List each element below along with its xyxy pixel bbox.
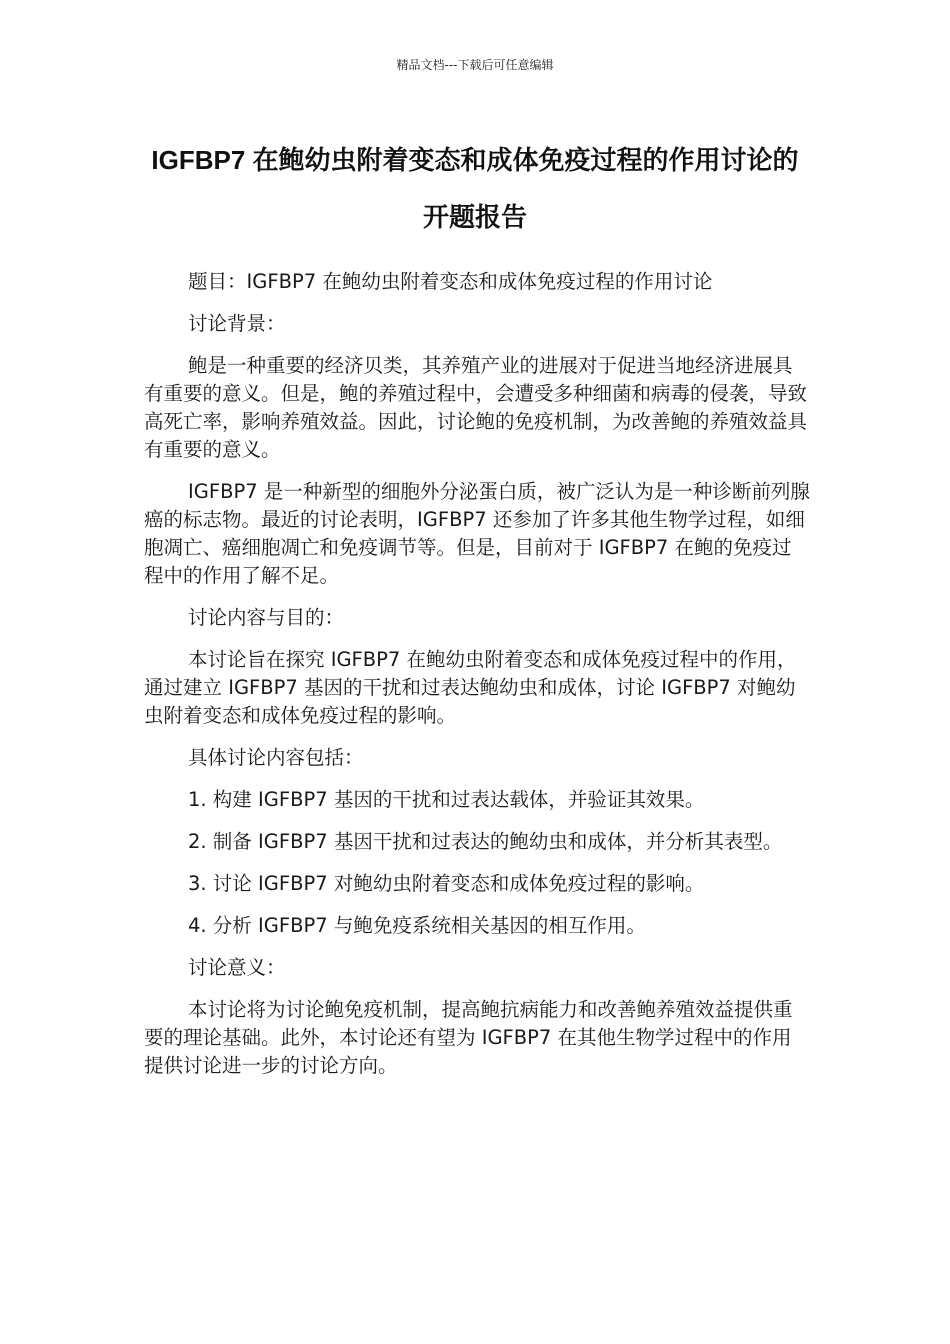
- header-note: 精品文档---下载后可任意编辑: [396, 58, 554, 72]
- document-title: IGFBP7 在鲍幼虫附着变态和成体免疫过程的作用讨论的开题报告: [151, 145, 799, 232]
- specific-heading: 具体讨论内容包括：: [188, 746, 364, 769]
- topic-line: 题目：IGFBP7 在鲍幼虫附着变态和成体免疫过程的作用讨论: [188, 270, 713, 293]
- background-paragraph-2: IGFBP7 是一种新型的细胞外分泌蛋白质，被广泛认为是一种诊断前列腺癌的标志物。最近的讨论表明，IGFBP7 还参加了许多其他生物学过程，如细胞凋亡、癌细胞凋亡和免疫调节等。但是，目前对于 IGFBP7 在鲍的免疫过程中的作用了解不足。: [144, 480, 810, 587]
- background-heading: 讨论背景：: [188, 312, 286, 335]
- content-paragraph-1: 本讨论旨在探究 IGFBP7 在鲍幼虫附着变态和成体免疫过程中的作用，通过建立 IGFBP7 基因的干扰和过表达鲍幼虫和成体，讨论 IGFBP7 对鲍幼虫附着变态和成体免疫过程的影响。: [144, 648, 797, 727]
- content-heading: 讨论内容与目的：: [188, 606, 345, 629]
- list-item: 2. 制备 IGFBP7 基因干扰和过表达的鲍幼虫和成体，并分析其表型。: [188, 830, 783, 853]
- document-body: [144, 268, 810, 1094]
- background-paragraph-1: 鲍是一种重要的经济贝类，其养殖产业的进展对于促进当地经济进展具有重要的意义。但是，鲍的养殖过程中，会遭受多种细菌和病毒的侵袭，导致高死亡率，影响养殖效益。因此，讨论鲍的免疫机制，为改善鲍的养殖效益具有重要的意义。: [144, 354, 808, 461]
- list-item: 4. 分析 IGFBP7 与鲍免疫系统相关基因的相互作用。: [188, 914, 646, 937]
- list-item: 3. 讨论 IGFBP7 对鲍幼虫附着变态和成体免疫过程的影响。: [188, 872, 705, 895]
- significance-heading: 讨论意义：: [188, 956, 286, 979]
- significance-paragraph-1: 本讨论将为讨论鲍免疫机制，提高鲍抗病能力和改善鲍养殖效益提供重要的理论基础。此外，本讨论还有望为 IGFBP7 在其他生物学过程中的作用提供讨论进一步的讨论方向。: [144, 998, 793, 1077]
- list-item: 1. 构建 IGFBP7 基因的干扰和过表达载体，并验证其效果。: [188, 788, 705, 811]
